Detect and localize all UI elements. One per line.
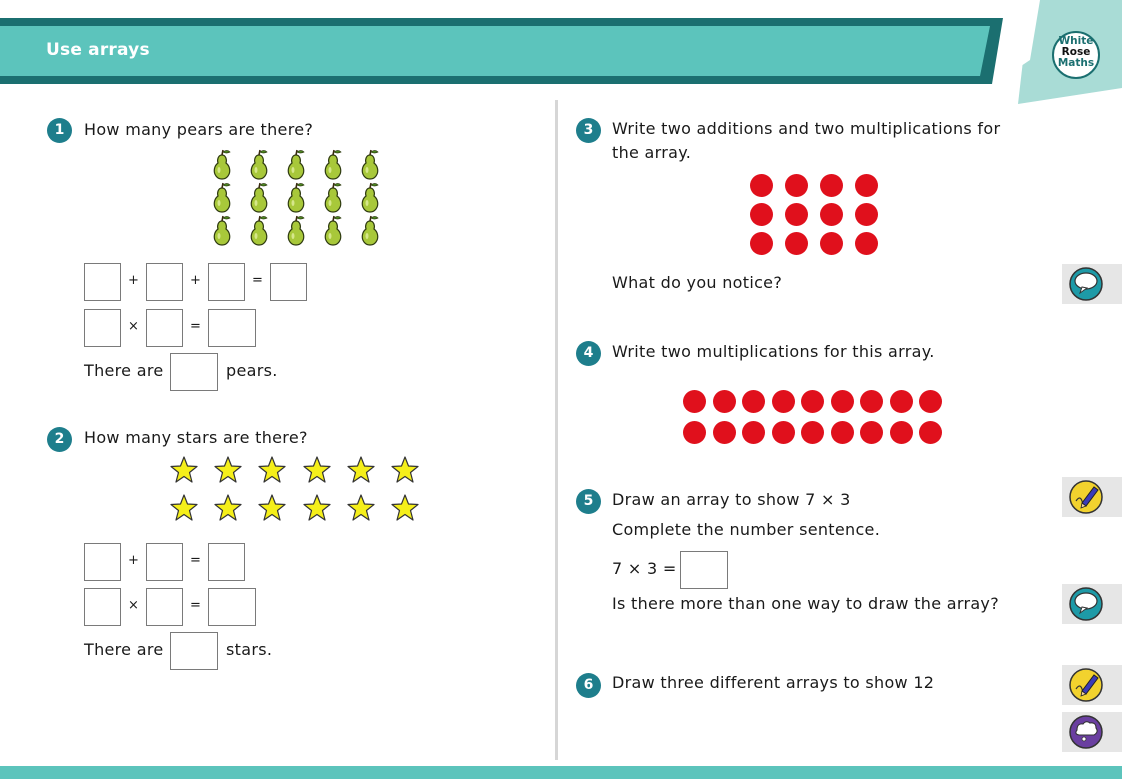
question-2-text: How many stars are there? [84,428,308,447]
red-counter [855,232,878,255]
red-counter [801,390,824,413]
red-counter [742,421,765,444]
answer-box[interactable] [270,263,307,301]
pear-icon [358,149,382,181]
star-icon [302,493,332,523]
question-3-text-continued: the array. [612,143,692,162]
red-counter [750,203,773,226]
red-counter [820,174,843,197]
red-counter [750,174,773,197]
answer-box[interactable] [170,632,218,670]
plus-sign: + [128,273,139,288]
equals-sign: = [190,553,201,568]
times-sign: × [128,319,139,334]
red-counter [919,390,942,413]
question-number-1: 1 [47,118,72,143]
star-icon [213,493,243,523]
plus-sign: + [128,553,139,568]
notice-prompt: What do you notice? [612,273,783,292]
footer-bar [0,766,1122,779]
red-counter [683,421,706,444]
answer-box[interactable] [208,588,256,626]
red-counter [683,390,706,413]
answer-box[interactable] [170,353,218,391]
speech-bubble-icon[interactable] [1068,266,1104,302]
question-1-text: How many pears are there? [84,120,314,139]
star-icon [169,493,199,523]
answer-box[interactable] [208,263,245,301]
pencil-icon[interactable] [1068,479,1104,515]
red-counter [750,232,773,255]
question-3-text: Write two additions and two multiplications for [612,119,1001,138]
header-banner [0,0,1122,110]
white-rose-maths-logo: White Rose Maths [1052,31,1100,79]
speech-bubble-icon[interactable] [1068,586,1104,622]
pear-icon [321,215,345,247]
question-number-5: 5 [576,489,601,514]
red-counter [742,390,765,413]
star-icon [390,455,420,485]
pear-icon [247,149,271,181]
equals-sign: = [190,319,201,334]
equation-text: 7 × 3 = [612,559,677,578]
question-4-text: Write two multiplications for this array. [612,342,935,361]
sentence-start: There are [84,640,164,659]
question-5-follow-up: Is there more than one way to draw the array? [612,594,999,613]
sentence-end: pears. [226,361,278,380]
pear-icon [210,182,234,214]
red-counter [820,203,843,226]
red-counter [860,421,883,444]
red-counter [772,390,795,413]
red-counter [855,174,878,197]
star-icon [390,493,420,523]
equals-sign: = [190,598,201,613]
equals-sign: = [252,273,263,288]
column-divider [555,100,558,760]
answer-box[interactable] [84,543,121,581]
answer-box[interactable] [146,263,183,301]
question-number-6: 6 [576,673,601,698]
answer-box[interactable] [84,588,121,626]
answer-box[interactable] [84,309,121,347]
red-counter [890,390,913,413]
red-counter [785,232,808,255]
answer-box[interactable] [146,543,183,581]
pear-icon [358,215,382,247]
plus-sign: + [190,273,201,288]
red-counter [785,174,808,197]
pear-icon [321,182,345,214]
question-number-3: 3 [576,118,601,143]
thought-bubble-icon[interactable] [1068,714,1104,750]
red-counter [860,390,883,413]
pear-icon [247,215,271,247]
pear-icon [321,149,345,181]
answer-box[interactable] [146,309,183,347]
star-icon [213,455,243,485]
pear-icon [210,215,234,247]
red-counter [855,203,878,226]
star-icon [257,493,287,523]
answer-box[interactable] [208,543,245,581]
sentence-end: stars. [226,640,273,659]
red-counter [713,390,736,413]
star-icon [257,455,287,485]
answer-box[interactable] [84,263,121,301]
answer-box[interactable] [208,309,256,347]
pencil-icon[interactable] [1068,667,1104,703]
pear-icon [284,149,308,181]
page-title: Use arrays [46,40,150,60]
red-counter [713,421,736,444]
star-icon [302,455,332,485]
sentence-start: There are [84,361,164,380]
red-counter [820,232,843,255]
question-5-text: Draw an array to show 7 × 3 [612,490,851,509]
answer-box[interactable] [680,551,728,589]
red-counter [772,421,795,444]
star-icon [346,493,376,523]
red-counter [919,421,942,444]
question-number-4: 4 [576,341,601,366]
red-counter [831,421,854,444]
pear-icon [247,182,271,214]
red-counter [831,390,854,413]
star-icon [346,455,376,485]
red-counter [890,421,913,444]
pear-icon [284,182,308,214]
star-icon [169,455,199,485]
times-sign: × [128,598,139,613]
answer-box[interactable] [146,588,183,626]
pear-icon [210,149,234,181]
red-counter [785,203,808,226]
question-5-instruction: Complete the number sentence. [612,520,881,539]
pear-icon [284,215,308,247]
question-number-2: 2 [47,427,72,452]
question-6-text: Draw three different arrays to show 12 [612,673,935,692]
red-counter [801,421,824,444]
pear-icon [358,182,382,214]
